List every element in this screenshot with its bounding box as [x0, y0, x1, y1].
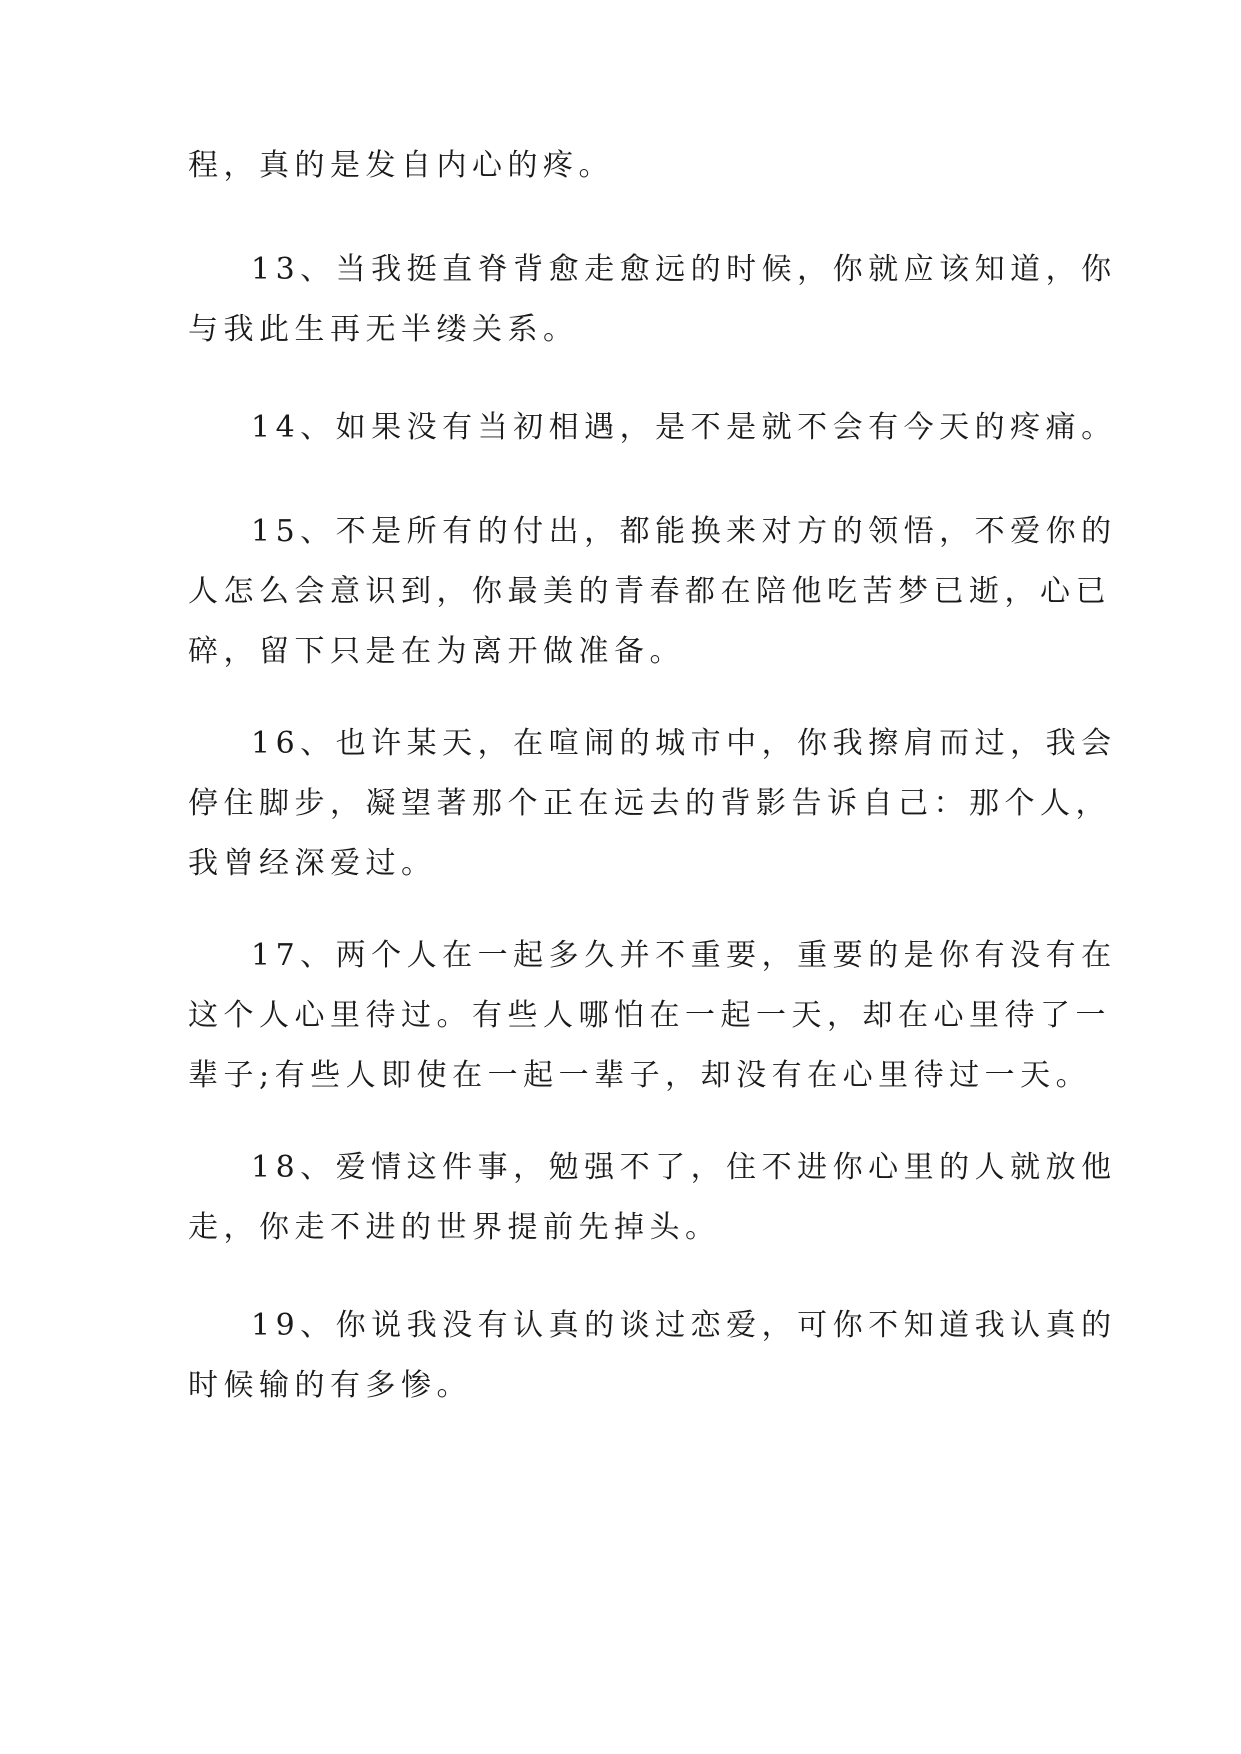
paragraph-12-continuation: [188, 136, 1068, 196]
text-line: 17、两个人在一起多久并不重要，重要的是你有没有在: [251, 938, 1117, 973]
text-line: 这个人心里待过。有些人哪怕在一起一天，却在心里待了一: [188, 998, 1111, 1033]
text-line: 14、如果没有当初相遇，是不是就不会有今天的疼痛。: [251, 410, 1117, 445]
text-line: 15、不是所有的付出，都能换来对方的领悟，不爱你的: [251, 514, 1117, 549]
paragraph-15: [188, 502, 1117, 682]
paragraph-14: [188, 398, 1117, 458]
text-line: 辈子;有些人即使在一起一辈子，却没有在心里待过一天。: [188, 1058, 1092, 1093]
paragraph-19: [188, 1296, 1117, 1416]
text-line: 我曾经深爱过。: [188, 846, 437, 881]
text-line: 18、爱情这件事，勉强不了，住不进你心里的人就放他: [251, 1150, 1117, 1185]
paragraph-17: [188, 926, 1117, 1106]
text-line: 走，你走不进的世界提前先掉头。: [188, 1210, 721, 1245]
text-line: 碎，留下只是在为离开做准备。: [188, 634, 685, 669]
text-line: 16、也许某天，在喧闹的城市中，你我擦肩而过，我会: [251, 726, 1117, 761]
text-line: 时候输的有多惨。: [188, 1368, 472, 1403]
text-line: 人怎么会意识到，你最美的青春都在陪他吃苦梦已逝，心已: [188, 574, 1111, 609]
paragraph-16: [188, 714, 1117, 894]
text-line: 与我此生再无半缕关系。: [188, 312, 579, 347]
text-line: 19、你说我没有认真的谈过恋爱，可你不知道我认真的: [251, 1308, 1117, 1343]
paragraph-18: [188, 1138, 1117, 1258]
text-line: 13、当我挺直脊背愈走愈远的时候，你就应该知道，你: [251, 252, 1117, 287]
paragraph-13: [188, 240, 1117, 360]
text-line: 停住脚步，凝望著那个正在远去的背影告诉自己：那个人，: [188, 786, 1111, 821]
text-line: 程，真的是发自内心的疼。: [188, 148, 614, 183]
